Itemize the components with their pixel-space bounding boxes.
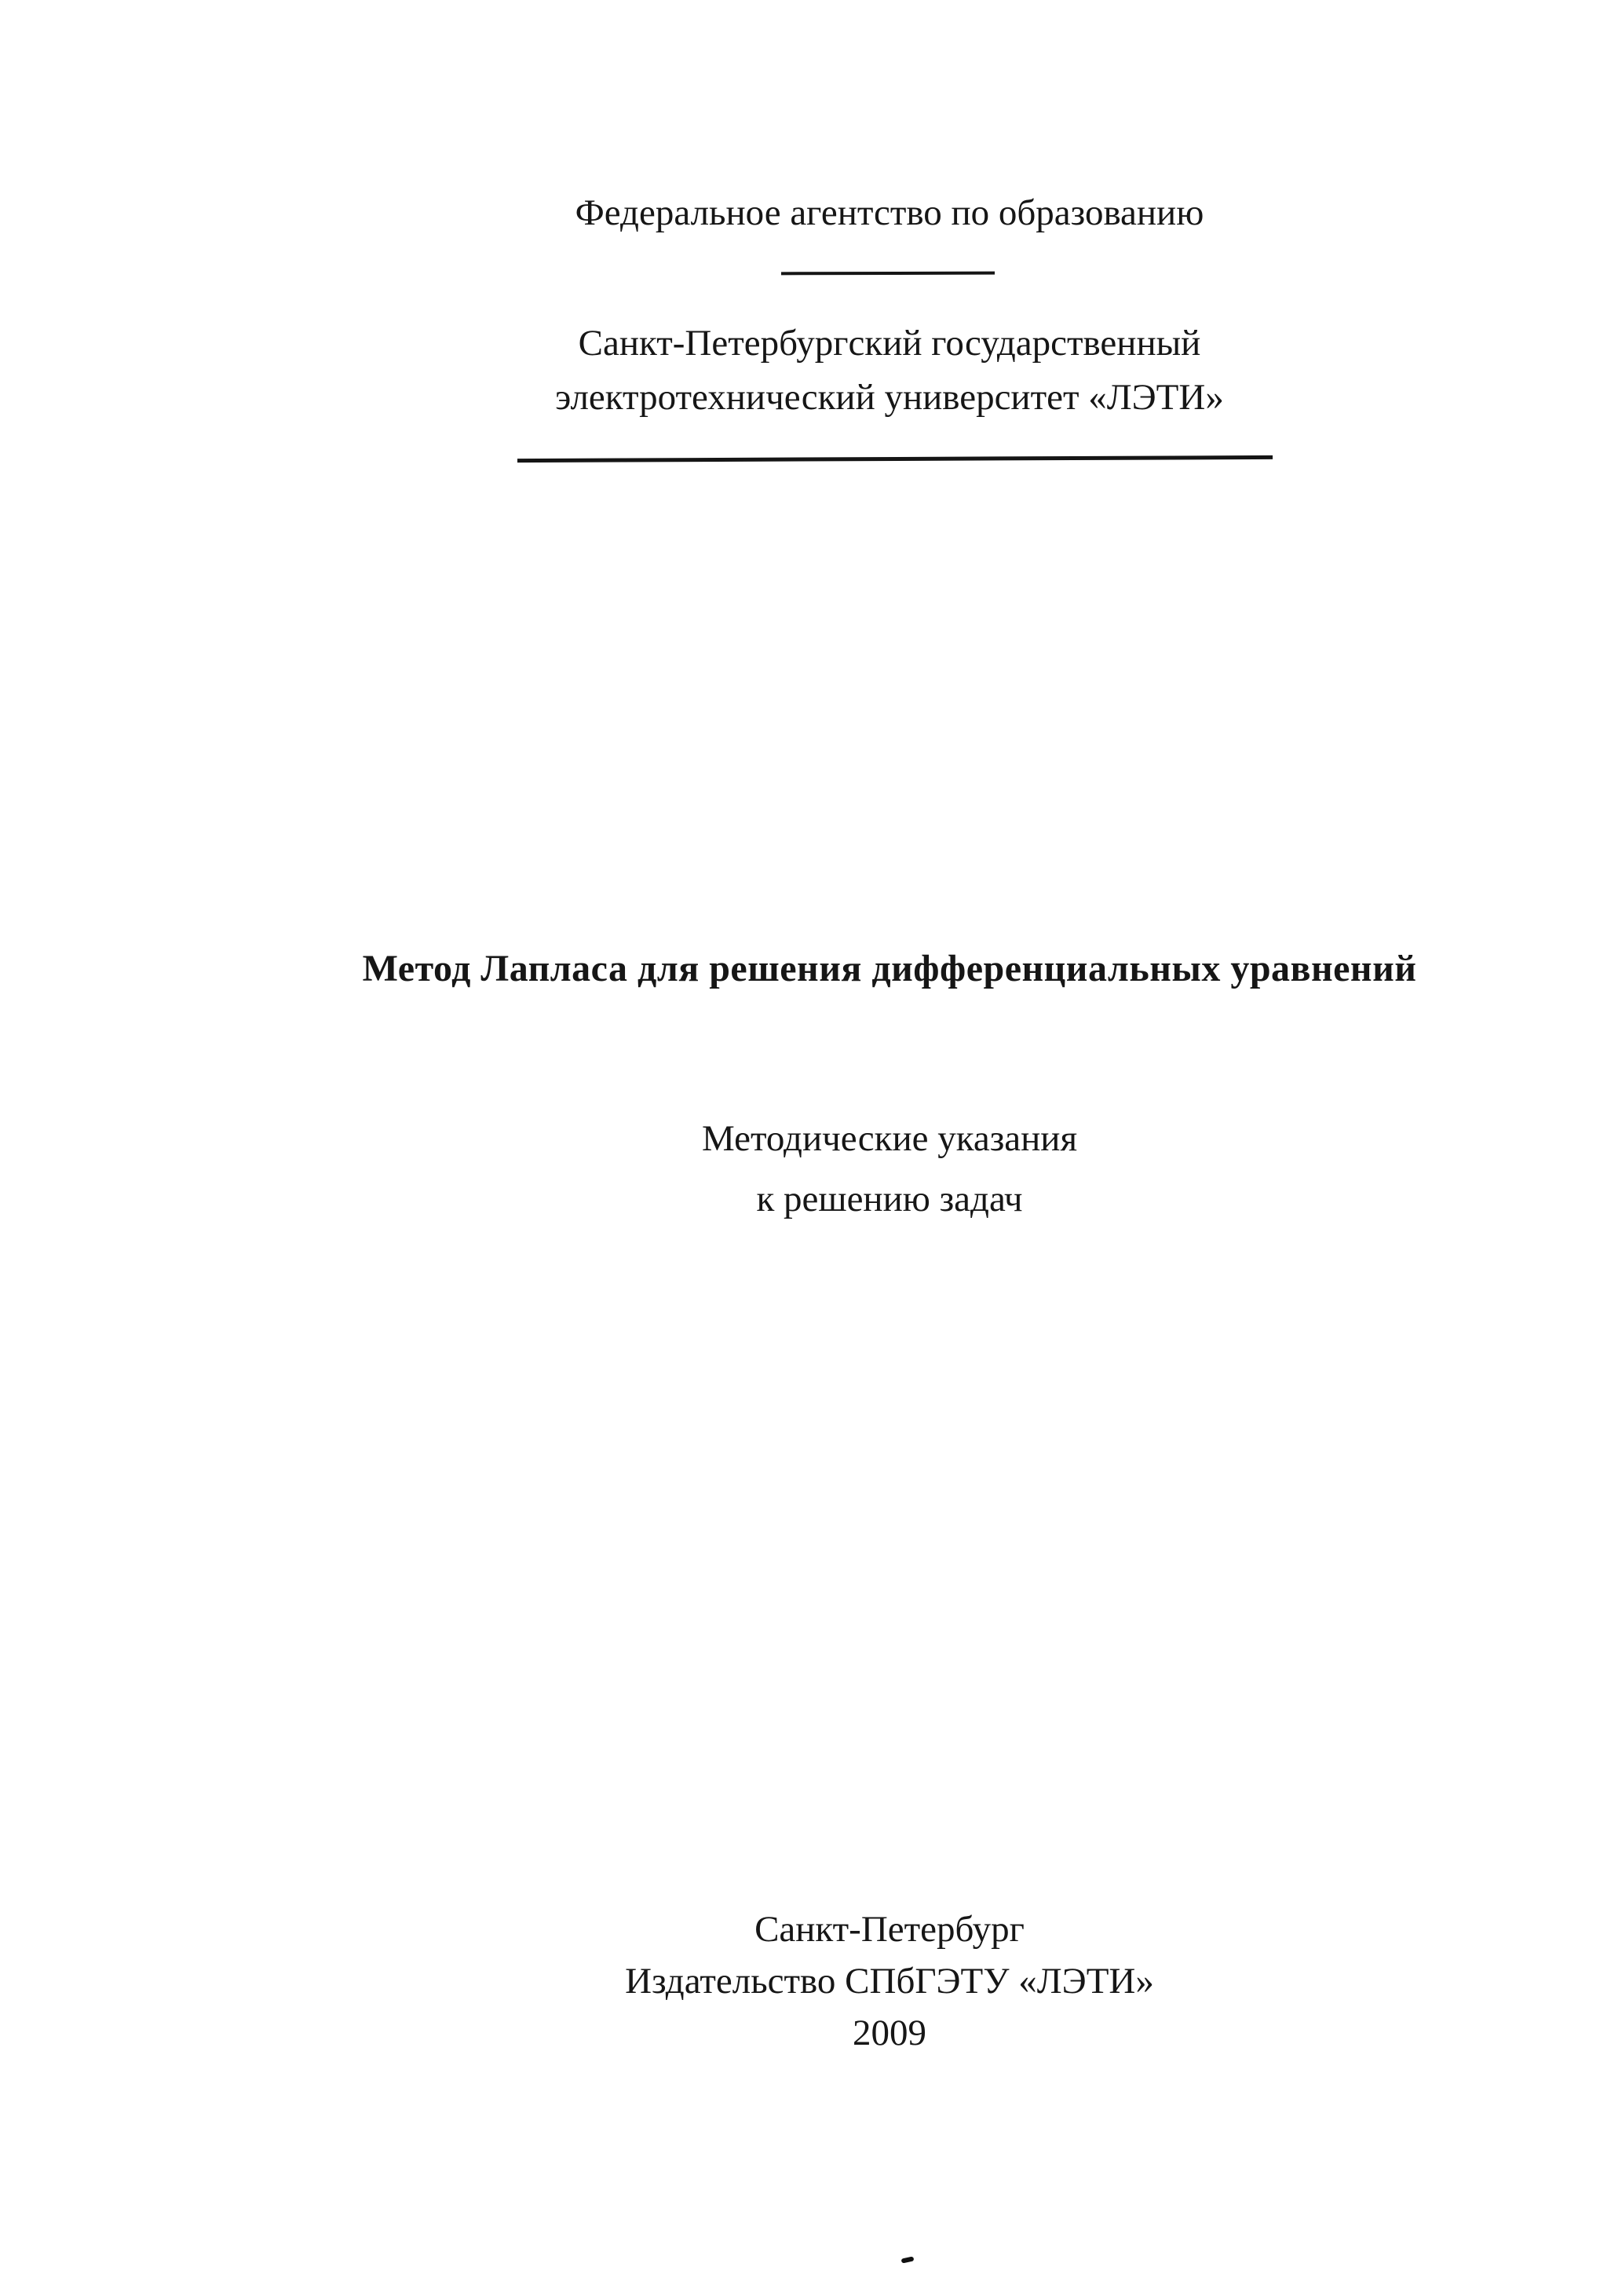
subtitle-block: [157, 1109, 1622, 1230]
university-name: [157, 316, 1622, 425]
subtitle-line-1: Методические указания: [701, 1118, 1078, 1159]
document-title: Метод Лапласа для решения дифференциальных уравнений: [362, 948, 1417, 989]
university-line-1: Санкт-Петербургский государственный: [578, 323, 1201, 364]
agency-line: Федеральное агентство по образованию: [575, 192, 1204, 233]
subtitle-line-2: к решению задач: [756, 1179, 1023, 1219]
university-line-2: электротехнический университет «ЛЭТИ»: [555, 377, 1224, 418]
imprint-block: [157, 1903, 1622, 2059]
imprint-year: 2009: [853, 2013, 926, 2053]
imprint-city: Санкт-Петербург: [754, 1909, 1025, 1950]
short-divider-rule: [781, 272, 995, 276]
imprint-publisher: Издательство СПбГЭТУ «ЛЭТИ»: [625, 1961, 1154, 2002]
scan-artifact-mark: [901, 2256, 915, 2263]
long-divider-rule: [517, 455, 1273, 462]
